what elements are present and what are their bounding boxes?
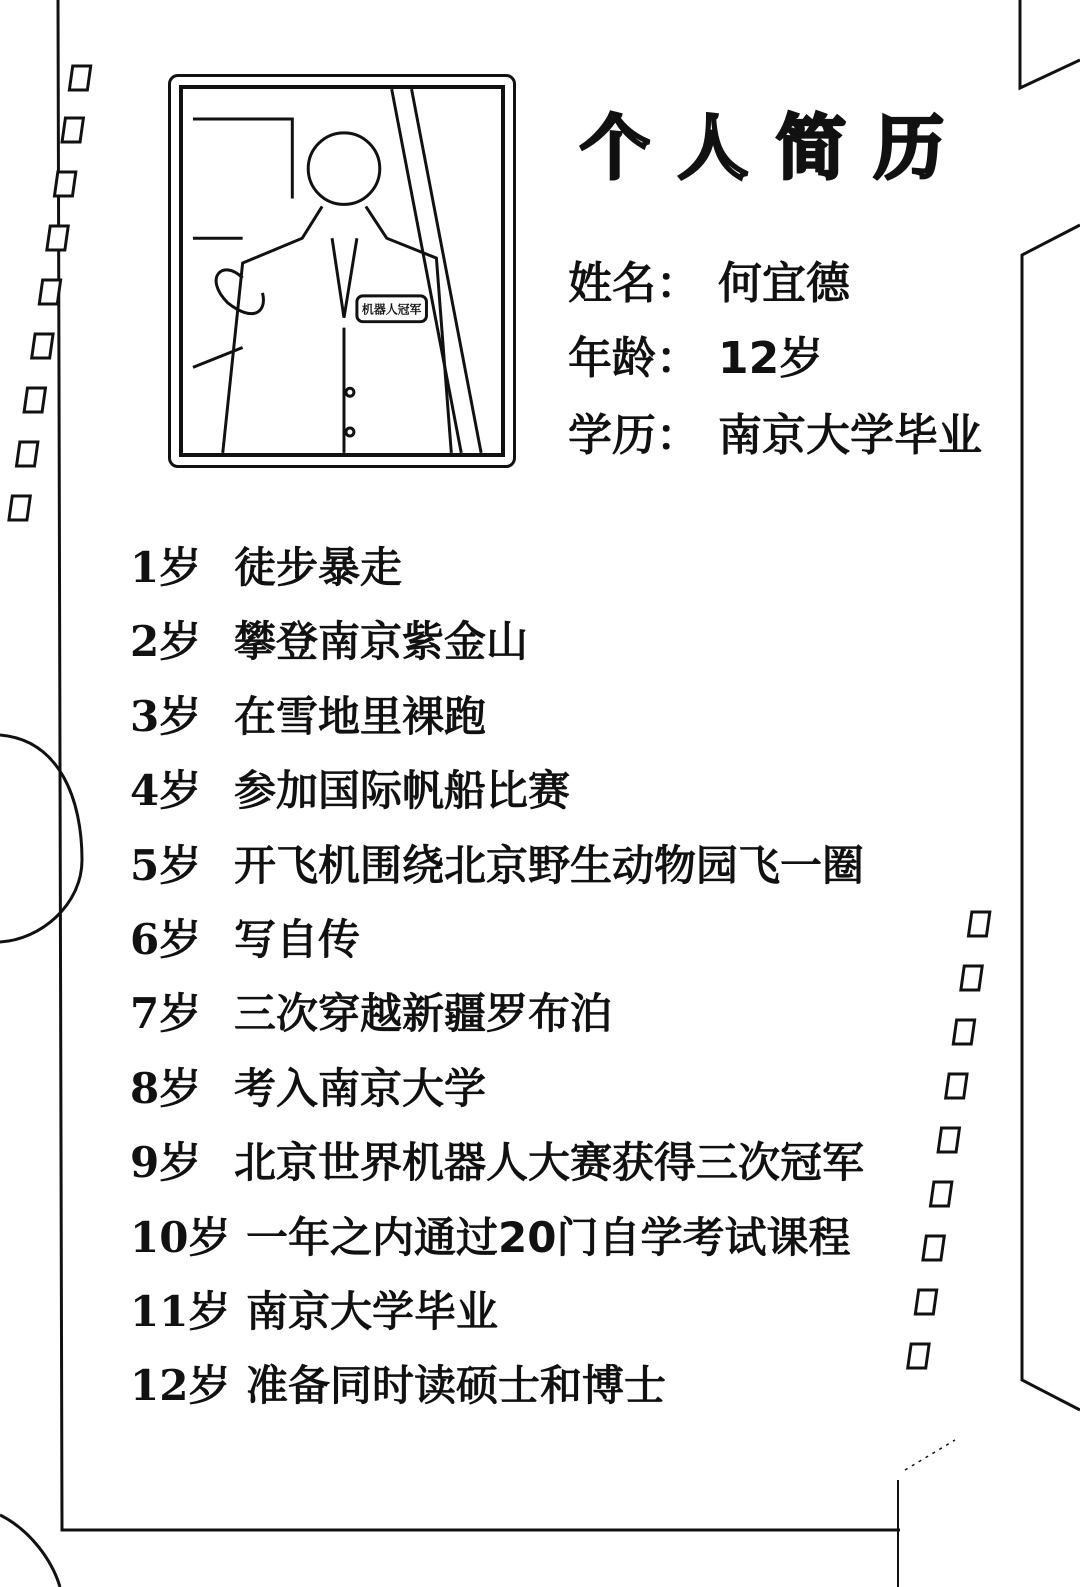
timeline-item (130, 1139, 970, 1213)
info-education (568, 408, 982, 464)
timeline-item (130, 767, 970, 841)
timeline-event: 南京大学毕业 (246, 1286, 499, 1336)
education-value: 南京大学毕业 (718, 410, 982, 461)
left-curl (0, 735, 82, 942)
timeline-item (130, 544, 970, 618)
left-square-column (9, 66, 91, 520)
timeline-event: 参加国际帆船比赛 (234, 766, 571, 816)
timeline-event: 准备同时读硕士和博士 (246, 1361, 667, 1411)
timeline-event: 开飞机围绕北京野生动物园飞一圈 (234, 840, 865, 890)
bottom-left-curl (0, 1515, 60, 1587)
timeline-event: 北京世界机器人大赛获得三次冠军 (234, 1138, 865, 1188)
timeline-item (130, 1065, 970, 1139)
timeline-event: 在雪地里裸跑 (234, 691, 487, 741)
portrait-photo (179, 85, 505, 457)
timeline-event: 考入南京大学 (234, 1063, 487, 1113)
timeline-event: 攀登南京紫金山 (234, 617, 529, 667)
timeline-age: 7岁 (130, 989, 202, 1039)
top-right-fold (1020, 0, 1080, 88)
page-title: 个人简历 (580, 107, 972, 189)
right-fold (1022, 225, 1080, 1410)
timeline-age: 2岁 (130, 617, 202, 667)
timeline-list (130, 544, 970, 1437)
info-name (568, 256, 850, 312)
name-label: 姓名： (568, 258, 700, 309)
timeline-age: 5岁 (130, 840, 202, 890)
timeline-item (130, 990, 970, 1064)
timeline-item (130, 1362, 970, 1436)
timeline-item (130, 693, 970, 767)
education-label: 学历： (568, 410, 700, 461)
timeline-age: 9岁 (130, 1138, 202, 1188)
age-label: 年龄： (568, 333, 700, 384)
timeline-item (130, 618, 970, 692)
timeline-event: 徒步暴走 (234, 543, 403, 592)
name-value: 何宜德 (718, 258, 850, 309)
timeline-age: 8岁 (130, 1063, 202, 1113)
info-age (568, 331, 823, 387)
timeline-age: 3岁 (130, 691, 202, 741)
timeline-item (130, 1214, 970, 1288)
timeline-age: 1岁 (130, 543, 202, 592)
timeline-event: 写自传 (234, 914, 361, 964)
badge-text: 机器人冠军 (361, 302, 422, 317)
timeline-item (130, 842, 970, 916)
timeline-item (130, 1288, 970, 1362)
timeline-age: 10岁 (130, 1212, 231, 1262)
portrait-photo-frame (168, 74, 516, 468)
portrait-sketch (183, 89, 501, 453)
timeline-age: 4岁 (130, 766, 202, 816)
timeline-age: 6岁 (130, 914, 202, 964)
timeline-item (130, 916, 970, 990)
timeline-age: 11岁 (130, 1286, 231, 1336)
timeline-age: 12岁 (130, 1361, 231, 1411)
timeline-event: 一年之内通过20门自学考试课程 (246, 1212, 851, 1262)
timeline-event: 三次穿越新疆罗布泊 (234, 989, 613, 1039)
age-value: 12岁 (718, 333, 824, 384)
